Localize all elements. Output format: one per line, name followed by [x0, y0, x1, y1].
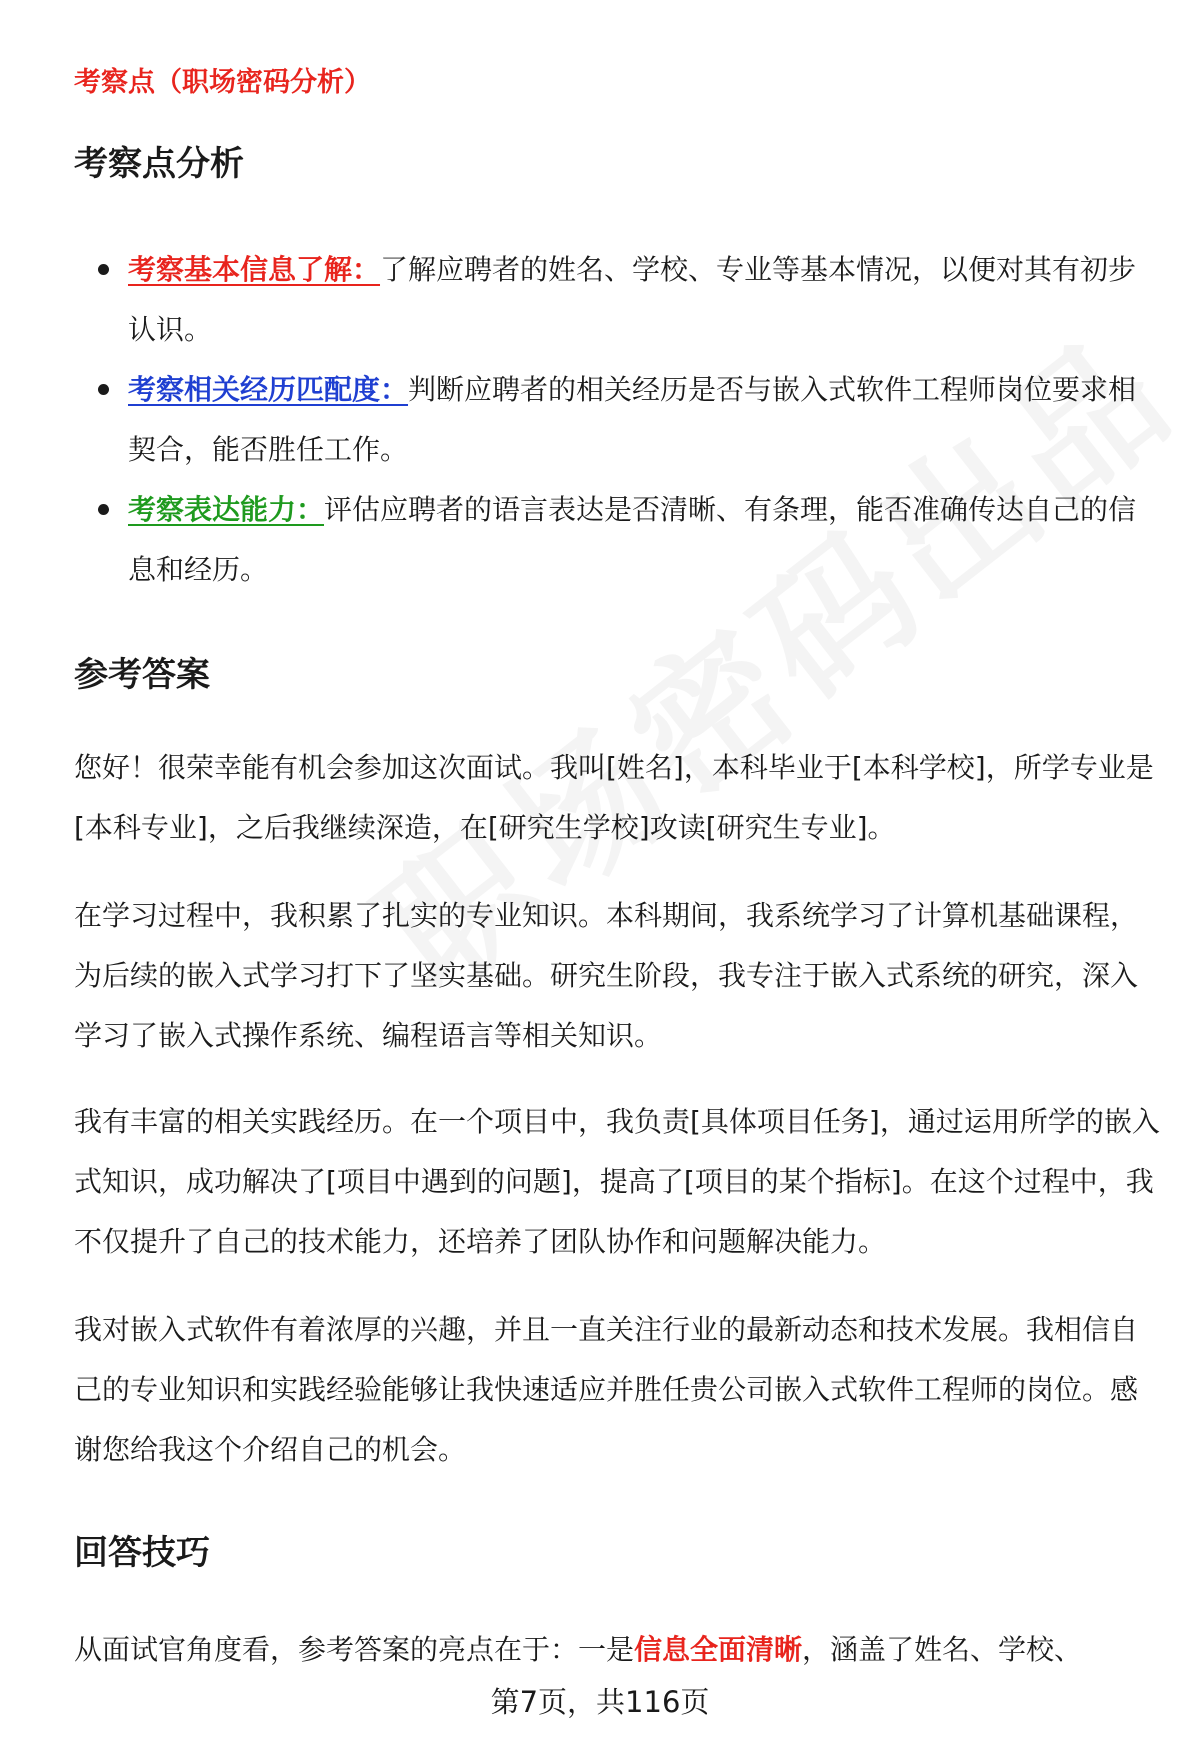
- item-text: 判断应聘者的相关经历是否与嵌入式软件工程师岗位要求相契合，能否胜任工作。: [128, 373, 1137, 466]
- tips-rest: ，涵盖了姓名、学校、: [802, 1633, 1083, 1666]
- list-item: [74, 360, 1154, 480]
- item-text: 评估应聘者的语言表达是否清晰、有条理，能否准确传达自己的信息和经历。: [128, 493, 1137, 586]
- answer-paragraph: 在学习过程中，我积累了扎实的专业知识。本科期间，我系统学习了计算机基础课程，为后续的嵌入式学习打下了坚实基础。研究生阶段，我专注于嵌入式系统的研究，深入学习了嵌入式操作系统、编程语言等相关知识。: [74, 899, 1139, 1052]
- bullet-dot-icon: [98, 264, 109, 275]
- tips-intro: 从面试官角度看，参考答案的亮点在于：一是: [74, 1633, 635, 1666]
- answer-paragraph: 我对嵌入式软件有着浓厚的兴趣，并且一直关注行业的最新动态和技术发展。我相信自己的专业知识和实践经验能够让我快速适应并胜任贵公司嵌入式软件工程师的岗位。感谢您给我这个介绍自己的机会。: [74, 1313, 1139, 1466]
- item-label: 考察相关经历匹配度：: [128, 373, 409, 406]
- page-number: 第7页，共116页: [490, 1685, 710, 1719]
- tips-paragraph: [74, 1620, 1164, 1680]
- tips-heading: 回答技巧: [74, 1533, 210, 1573]
- answer-paragraph: 您好！很荣幸能有机会参加这次面试。我叫[姓名]，本科毕业于[本科学校]，所学专业是[本科专业]，之后我继续深造，在[研究生学校]攻读[研究生专业]。: [74, 751, 1154, 844]
- list-item: [74, 240, 1154, 360]
- bullet-dot-icon: [98, 504, 109, 515]
- tips-highlight: 信息全面清晰: [634, 1633, 803, 1666]
- analysis-list: [74, 240, 1154, 600]
- item-label: 考察基本信息了解：: [128, 253, 381, 286]
- answer-paragraph: 我有丰富的相关实践经历。在一个项目中，我负责[具体项目任务]，通过运用所学的嵌入式知识，成功解决了[项目中遇到的问题]，提高了[项目的某个指标]。在这个过程中，我不仅提升了自己的技术能力，还培养了团队协作和问题解决能力。: [74, 1105, 1160, 1258]
- top-heading: 考察点（职场密码分析）: [74, 67, 371, 98]
- item-label: 考察表达能力：: [128, 493, 325, 526]
- list-item: [74, 480, 1154, 600]
- answer-heading: 参考答案: [74, 655, 210, 695]
- bullet-dot-icon: [98, 384, 109, 395]
- analysis-heading: 考察点分析: [74, 144, 244, 184]
- item-text: 了解应聘者的姓名、学校、专业等基本情况，以便对其有初步认识。: [128, 253, 1137, 346]
